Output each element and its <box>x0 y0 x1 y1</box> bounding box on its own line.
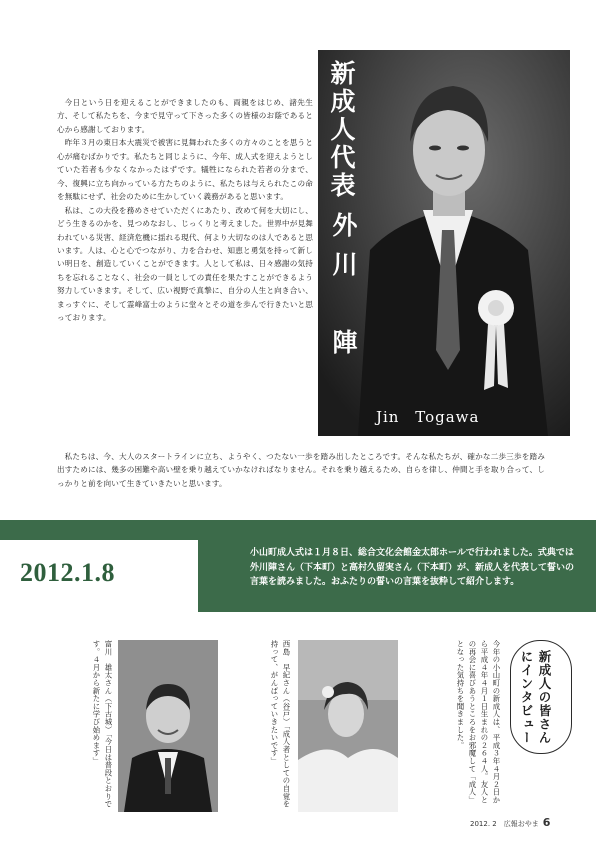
interview-heading: 新成人の皆さんにインタビュー <box>519 650 552 745</box>
band-stripe <box>0 520 596 540</box>
interviewee-photo <box>298 640 398 812</box>
event-date: 2012.1.8 <box>20 558 115 587</box>
page-number: 6 <box>542 816 551 829</box>
speech-paragraph: 今日という日を迎えることができましたのも、両親をはじめ、諸先生方、そして私たちを、今まで見守って下さった多くの皆様のお蔭であると心から感謝しております。 <box>57 98 313 134</box>
representative-title: 新成人代表 <box>327 60 356 200</box>
interviewee-photo <box>118 640 218 812</box>
interviewee-quote: 「今日は普段とおりです。４月から新たに学び始めます」 <box>92 640 113 808</box>
interviewee-block <box>236 640 292 812</box>
representative-name: 外川 陣 <box>329 212 358 368</box>
representative-romaji: Jin Togawa <box>376 408 480 426</box>
speech-body <box>57 96 313 325</box>
interviewee-name: 西島 早紀さん（谷戸） <box>282 640 291 726</box>
issue-label: 2012. 2 広報おやま <box>470 820 539 828</box>
speech-paragraph: 昨年３月の東日本大震災で被害に見舞われた多くの方々のことを思うと心が痛むばかりです。私たちと同じように、今年、成人式を迎えようとしていた若者も少なくなかったはずです。犠牲になられた若者の分まで、今、復興に立ち向かっている方たちのように、私たちは与えられたこの命を無駄にせず、社会のために生かしていく義務があると思います。 <box>57 138 313 202</box>
interviewee-quote: 「成人者としての自覚を持って、がんばっていきたいです」 <box>270 640 291 808</box>
interviewee-name: 富川 雄太さん（下古城） <box>104 640 113 734</box>
event-intro: 小山町成人式は１月８日、総合文化会館金太郎ホールで行われました。式典では外川陣さん（下本町）と高村久留実さん（下本町）が、新成人を代表して誓いの言葉を読みました。おふたりの誓いの言葉を抜粋して紹介します。 <box>250 548 575 587</box>
interview-lead: 今年の小山町の新成人は、平成３年４月２日から平成４年４月１日生まれの２６４人。友人との再会に喜びあうところをお邪魔して「成人」となった気持ちを聞きました。 <box>456 640 501 804</box>
interviewee-block <box>56 640 114 812</box>
speech-continuation: 私たちは、今、大人のスタートラインに立ち、ようやく、つたない一歩を踏み出したところです。そんな私たちが、確かな二歩三歩を踏み出すためには、幾多の困難や高い壁を乗り越えていかなければなりません。それを乗り越えるため、自らを律し、仲間と手を取り合って、しっかりと前を向いて生きていきたいと思います。 <box>57 452 545 488</box>
speech-paragraph: 私は、この大役を務めさせていただくにあたり、改めて何を大切にし、どう生きるのかを、見つめなおし、じっくりと考えました。世界中が見舞われている災害、経済危機に揺れる現代、何より大切なのは人であると思います。人は、心と心でつながり、力を合わせ、知恵と勇気を持って新しい明日を、創造していくことができます。人として私は、日々感謝の気持ちを忘れることなく、社会の一員としての責任を果たすことができるよう努力していきます。そして、広い視野で真摯に、自分の人生と向き合い、まっすぐに、そして霊峰富士のように堂々とその道を歩んで行きたいと思っております。 <box>57 205 313 323</box>
page-footer <box>470 816 580 829</box>
